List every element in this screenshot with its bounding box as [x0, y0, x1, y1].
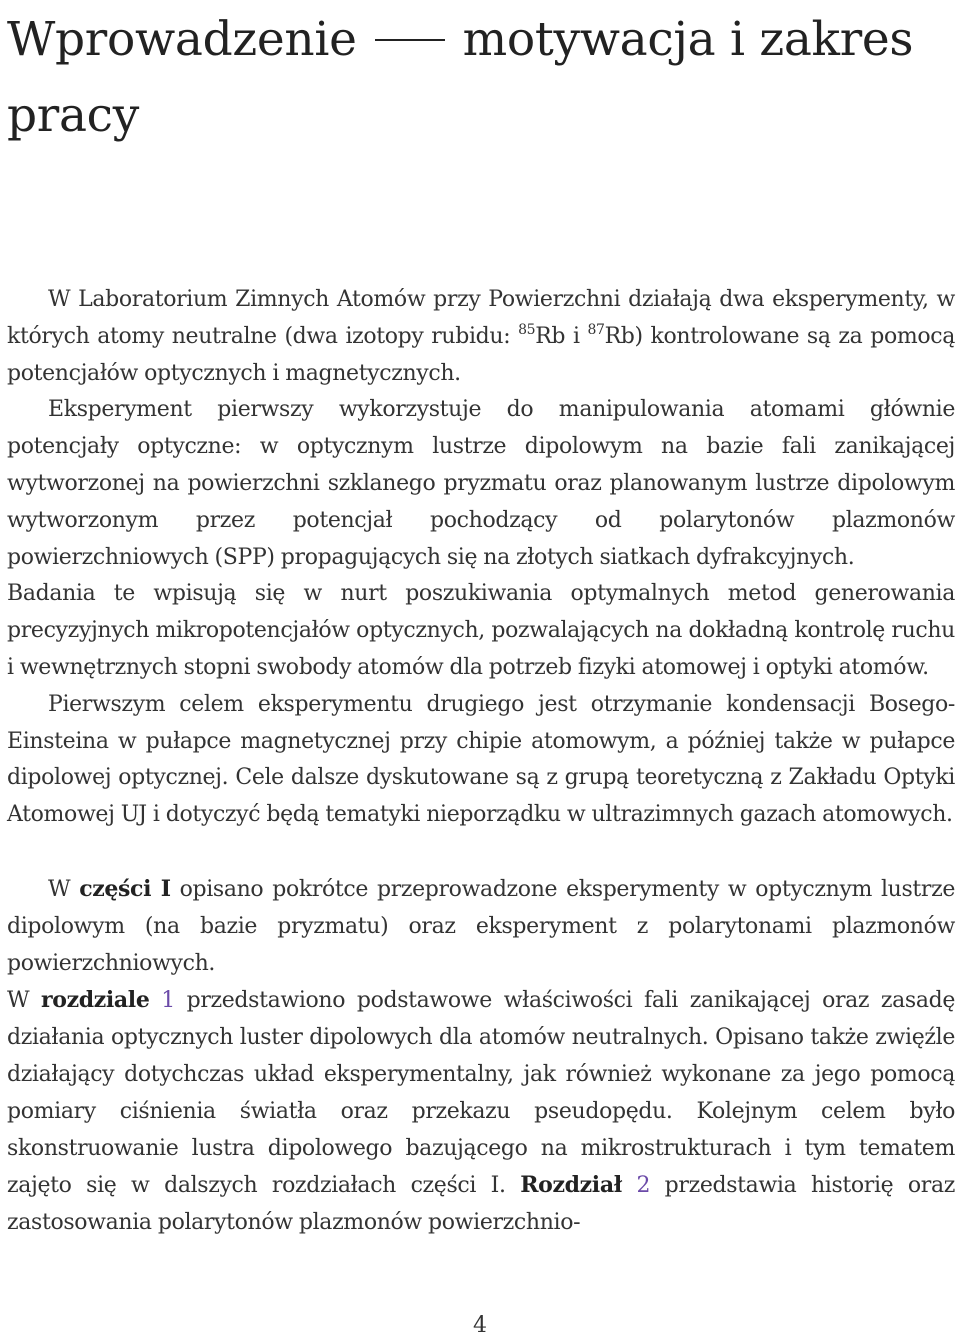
title-em-dash — [375, 39, 445, 41]
chapter-1-link[interactable]: 1 — [161, 988, 175, 1014]
text-span: W Laboratorium Zimnych Atomów przy Powierzchni działają dwa eksperymenty, w których atomy neutralne (dwa izotopy rubidu: — [7, 287, 955, 349]
paragraph-experiment-one: Eksperyment pierwszy wykorzystuje do manipulowania atomami głównie potencjały optyczne: w optycznym lustrze dipolowym na bazie fali zanikającej wytworzonej na powierzchni szklanego pryzmatu oraz planowanym lustrze dipolowym wytworzonym przez potencjał pochodzący od polarytonów plazmonów powierzchniowych (SPP) propagujących się na złotych siatkach dyfrakcyjnych. — [7, 397, 955, 570]
isotope-mass-87: 87 — [587, 321, 605, 338]
structure-section — [7, 871, 955, 1242]
isotope-mass-85: 85 — [518, 321, 536, 338]
text-span: opisano pokrótce przeprowadzone eksperymenty w optycznym lustrze dipolowym (na bazie pryzmatu) oraz eksperyment z polarytonami plazmonów powierzchniowych. — [7, 876, 955, 976]
body-text — [7, 282, 955, 1242]
intro-section — [7, 282, 955, 834]
title-part-1: Wprowadzenie — [7, 12, 357, 67]
text-span: W — [7, 988, 42, 1014]
text-span: Rb) kontrolowane są za pomocą potencjałów optycznych i magnetycznych. — [7, 323, 955, 386]
chapter-2-link[interactable]: 2 — [636, 1173, 651, 1199]
text-span: Rb i — [535, 323, 588, 349]
text-span: przedstawiono podstawowe właściwości fali zanikającej oraz zasadę działania optycznych luster dipolowych dla atomów neutralnych. Opisano także zwięźle działający dotychczas układ eksperymentalny, jak również wykonane za jego pomocą pomiary ciśnienia światła oraz przekazu pseudopędu. Kolejnym celem było skonstruowanie lustra dipolowego bazującego na mikrostrukturach i tym tematem zajęto się w dalszych rozdziałach części I. — [7, 988, 955, 1199]
text-span: przedstawia historię oraz zastosowania polarytonów plazmonów powierzchnio- — [7, 1173, 955, 1236]
page-title — [7, 0, 955, 154]
page-number: 4 — [473, 1313, 487, 1338]
paragraph-chapters — [7, 982, 955, 1242]
title-part-2: motywacja i zakres pracy — [7, 12, 914, 143]
text-span: W — [48, 876, 80, 902]
paragraph-experiment-two: Pierwszym celem eksperymentu drugiego jest otrzymanie kondensacji Bosego-Einsteina w pułapce magnetycznej przy chipie atomowym, a później także w pułapce dipolowej optycznej. Cele dalsze dyskutowane są z grupą teoretyczną z Zakładu Optyki Atomowej UJ i dotyczyć będą tematyki nieporządku w ultrazimnych gazach atomowych. — [7, 691, 955, 828]
bold-part-ref: części I — [79, 875, 171, 902]
document-page — [7, 0, 955, 1242]
paragraph-laboratory — [7, 282, 955, 392]
paragraph-part-one — [7, 871, 955, 982]
bold-chapter-word: rozdziale — [41, 987, 150, 1014]
paragraph-research-context: Badania te wpisują się w nurt poszukiwania optymalnych metod generowania precyzyjnych mikropotencjałów optycznych, pozwalających na dokładną kontrolę ruchu i wewnętrznych stopni swobody atomów dla potrzeb fizyki atomowej i optyki atomów. — [7, 581, 955, 680]
bold-chapter-word: Rozdział — [520, 1172, 622, 1199]
